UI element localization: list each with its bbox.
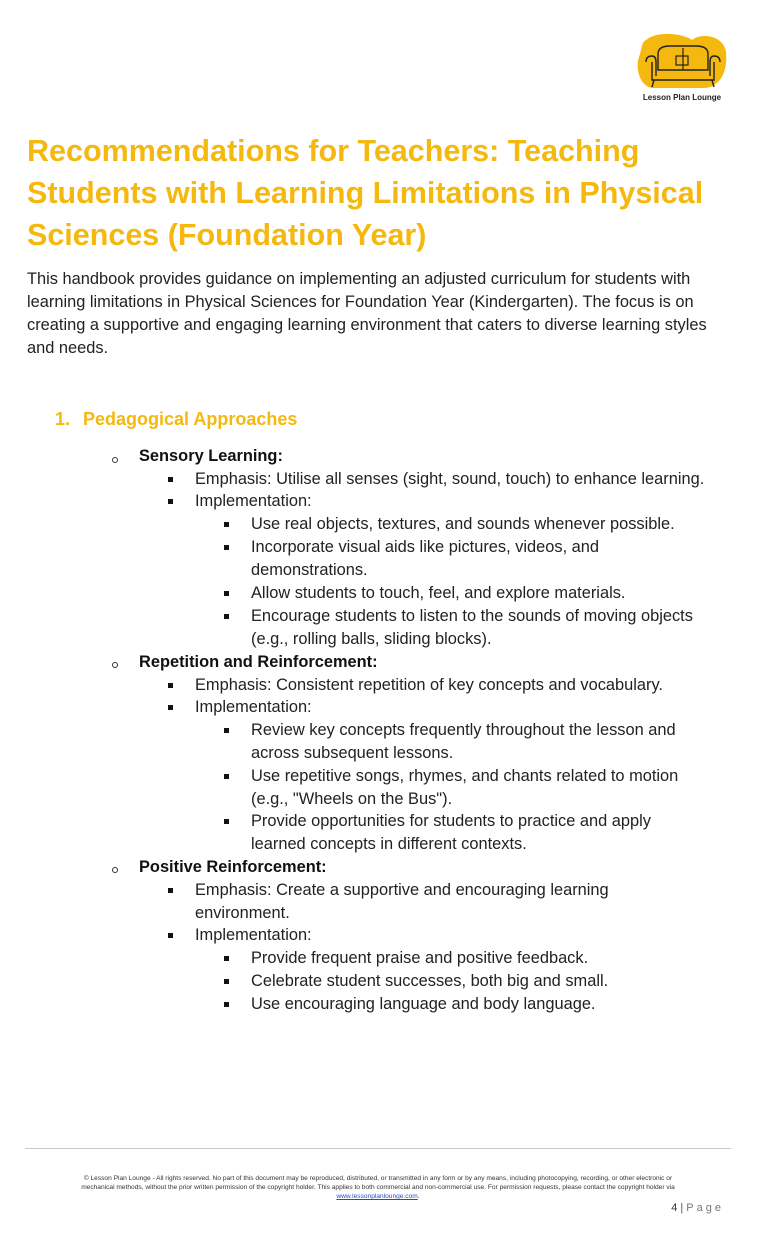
brand-name: Lesson Plan Lounge [642, 93, 722, 102]
square-bullet-icon [224, 522, 229, 527]
square-bullet-icon [224, 728, 229, 733]
circle-bullet-icon [112, 457, 118, 463]
list-item-continuation: demonstrations. [251, 561, 368, 579]
list-item: Emphasis: Create a supportive and encouraging learning [195, 881, 609, 899]
list-item-continuation: (e.g., rolling balls, sliding blocks). [251, 630, 492, 648]
section-number: 1. [55, 409, 71, 429]
website-link[interactable]: www.lessonplanlounge.com [336, 1193, 418, 1200]
copyright-line-2: mechanical methods, without the prior written permission of the copyright holder. This applies to both commercial and non-commercial use. For permission requests, please contact the copyright holder via [81, 1184, 675, 1191]
list-item: Emphasis: Utilise all senses (sight, sound, touch) to enhance learning. [195, 470, 705, 488]
list-item: Use repetitive songs, rhymes, and chants related to motion [251, 767, 679, 785]
intro-paragraph: This handbook provides guidance on implementing an adjusted curriculum for students with learning limitations in Physical Sciences for Foundation Year (Kindergarten). The focus is on creating a supportive and engaging learning environment that caters to diverse learning styles and needs. [27, 270, 707, 357]
square-bullet-icon [168, 705, 173, 710]
copyright-notice [30, 1174, 726, 1201]
list-item: Implementation: [195, 492, 312, 510]
section-title: Pedagogical Approaches [83, 409, 298, 429]
subheading-positive-reinforcement: Positive Reinforcement: [139, 858, 327, 876]
subheading-sensory-learning: Sensory Learning: [139, 447, 283, 465]
circle-bullet-icon [112, 662, 118, 668]
list-item: Incorporate visual aids like pictures, videos, and [251, 538, 600, 556]
square-bullet-icon [168, 683, 173, 688]
square-bullet-icon [224, 614, 229, 619]
list-item: Review key concepts frequently throughout the lesson and [251, 721, 676, 739]
square-bullet-icon [224, 979, 229, 984]
page-number [671, 1202, 724, 1214]
square-bullet-icon [168, 499, 173, 504]
subheading-repetition: Repetition and Reinforcement: [139, 653, 378, 671]
sofa-logo-icon [636, 32, 728, 92]
page-separator: | [680, 1202, 684, 1214]
list-item: Implementation: [195, 926, 312, 944]
list-item: Provide opportunities for students to practice and apply [251, 812, 651, 830]
list-item: Provide frequent praise and positive feedback. [251, 949, 589, 967]
page-label: Page [686, 1202, 724, 1214]
footer-divider [25, 1148, 731, 1149]
list-item-continuation: across subsequent lessons. [251, 744, 454, 762]
list-item: Allow students to touch, feel, and explore materials. [251, 584, 626, 602]
square-bullet-icon [224, 545, 229, 550]
copyright-line-1: © Lesson Plan Lounge - All rights reserved. No part of this document may be reproduced, distributed, or transmitted in any form or by any means, including photocopying, recording, or other electronic or [83, 1175, 673, 1182]
square-bullet-icon [224, 819, 229, 824]
list-item: Implementation: [195, 698, 312, 716]
list-item: Use real objects, textures, and sounds whenever possible. [251, 515, 675, 533]
list-item: Encourage students to listen to the sounds of moving objects [251, 607, 693, 625]
list-item-continuation: learned concepts in different contexts. [251, 835, 527, 853]
link-suffix: . [417, 1193, 420, 1200]
square-bullet-icon [168, 888, 173, 893]
square-bullet-icon [224, 956, 229, 961]
page-number-value: 4 [671, 1202, 678, 1214]
page-title: Recommendations for Teachers: Teaching Students with Learning Limitations in Physical Sciences (Foundation Year) [27, 134, 704, 252]
list-item: Use encouraging language and body language. [251, 995, 596, 1013]
list-item-continuation: environment. [195, 904, 290, 922]
brand-logo [636, 32, 728, 106]
square-bullet-icon [168, 477, 173, 482]
list-item-continuation: (e.g., "Wheels on the Bus"). [251, 790, 453, 808]
square-bullet-icon [224, 774, 229, 779]
square-bullet-icon [224, 1002, 229, 1007]
circle-bullet-icon [112, 867, 118, 873]
list-item: Emphasis: Consistent repetition of key concepts and vocabulary. [195, 676, 663, 694]
section-heading [55, 407, 297, 431]
square-bullet-icon [168, 933, 173, 938]
list-item: Celebrate student successes, both big and small. [251, 972, 609, 990]
square-bullet-icon [224, 591, 229, 596]
